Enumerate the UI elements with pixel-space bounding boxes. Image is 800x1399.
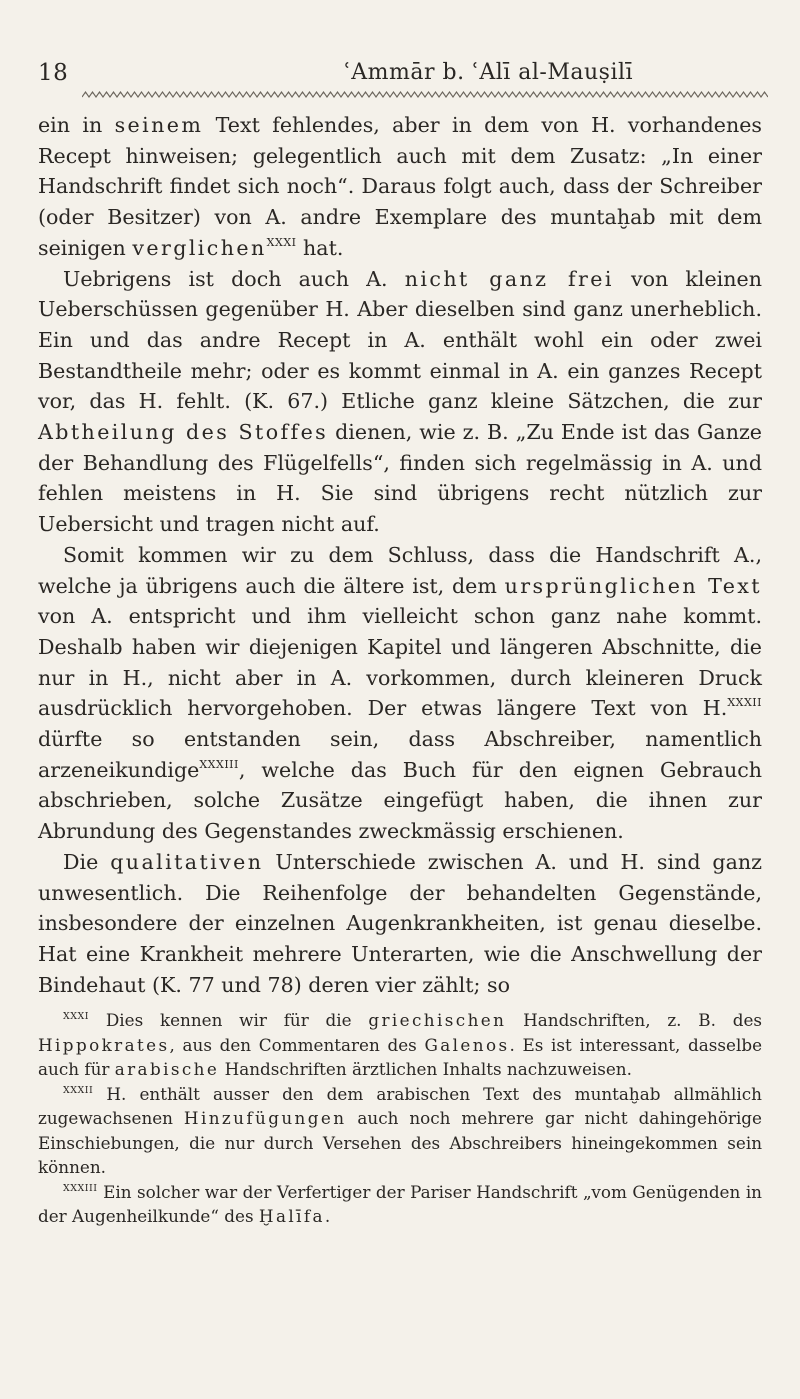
running-header xyxy=(38,60,762,88)
footnote-xxxiii: $^{XXXIII}$ Ein solcher war der Verfertiger der Pariser Handschrift „vom Genügenden in der Augenheilkunde“ des Ḫalīfa. xyxy=(38,1181,762,1226)
paragraph-3: Somit kommen wir zu dem Schluss, dass die Handschrift A., welche ja übrigens auch die ältere ist, dem ursprünglichen Text von A. entspricht und ihm vielleicht schon ganz nahe kommt. Deshalb haben wir diejenigen Kapitel und längeren Abschnitte, die nur in H., nicht aber in A. vorkommen, durch kleineren Druck ausdrücklich hervorgehoben. Der etwas längere Text von H.$^{XXXII}$ dürfte so entstanden sein, dass Abschreiber, namentlich arzeneikundige$^{XXXIII}$, welche das Buch für den eignen Gebrauch abschrieben, solche Zusätze eingefügt haben, die ihnen zur Abrundung des Gegenstandes zweckmässig erschienen. xyxy=(38,542,762,844)
footnote-xxxii: $^{XXXII}$ H. enthält ausser den dem arabischen Text des muntaḫab allmählich zugewachsenen Hinzufügungen auch noch mehrere gar nicht dahingehörige Einschiebungen, die nur durch Versehen des Abschreibers hineingekommen sein können. xyxy=(38,1083,762,1177)
main-text xyxy=(38,110,762,1000)
decorative-rule-icon xyxy=(82,88,768,102)
footnote-ref-xxxi: XXXI xyxy=(266,235,297,249)
footnote-xxxi: $^{XXXI}$ Dies kennen wir für die griechischen Handschriften, z. B. des Hippokrates, aus den Commentaren des Galenos. Es ist interessant, dasselbe auch für arabische Handschriften ärztlichen Inhalts nachzuweisen. xyxy=(38,1010,762,1079)
footnote-ref-xxxiii: XXXIII xyxy=(199,757,239,771)
footnote-ref-xxxii: XXXII xyxy=(727,696,762,710)
paragraph-1: ein in seinem Text fehlendes, aber in dem von H. vorhandenes Recept hinweisen; gelegentlich auch mit dem Zusatz: „In einer Handschrift findet sich noch“. Daraus folgt auch, dass der Schreiber (oder Besitzer) von A. andre Exemplare des muntaḫab mit dem seinigen verglichen$^{XXXI}$ hat. xyxy=(38,113,762,260)
paragraph-4: Die qualitativen Unterschiede zwischen A. und H. sind ganz unwesentlich. Die Reihenfolge der behandelten Gegenstände, insbesondere der einzelnen Augenkrankheiten, ist genau dieselbe. Hat eine Krankheit mehrere Unterarten, wie die Anschwellung der Bindehaut (K. 77 und 78) deren vier zählt; so xyxy=(38,849,762,997)
paragraph-2: Uebrigens ist doch auch A. nicht ganz frei von kleinen Ueberschüssen gegenüber H. Aber dieselben sind ganz unerheblich. Ein und das andre Recept in A. enthält wohl ein oder zwei Bestandtheile mehr; oder es kommt einmal in A. ein ganzes Recept vor, das H. fehlt. (K. 67.) Etliche ganz kleine Sätzchen, die zur Abtheilung des Stoffes dienen, wie z. B. „Zu Ende ist das Ganze der Behandlung des Flügelfells“, finden sich regelmässig in A. und fehlen meistens in H. Sie sind übrigens recht nützlich zur Uebersicht und tragen nicht auf. xyxy=(38,266,762,537)
footnotes xyxy=(38,1008,762,1229)
page-number: 18 xyxy=(38,60,69,86)
running-title: ʿAmmār b. ʿAlī al-Mauṣilī xyxy=(344,60,634,85)
